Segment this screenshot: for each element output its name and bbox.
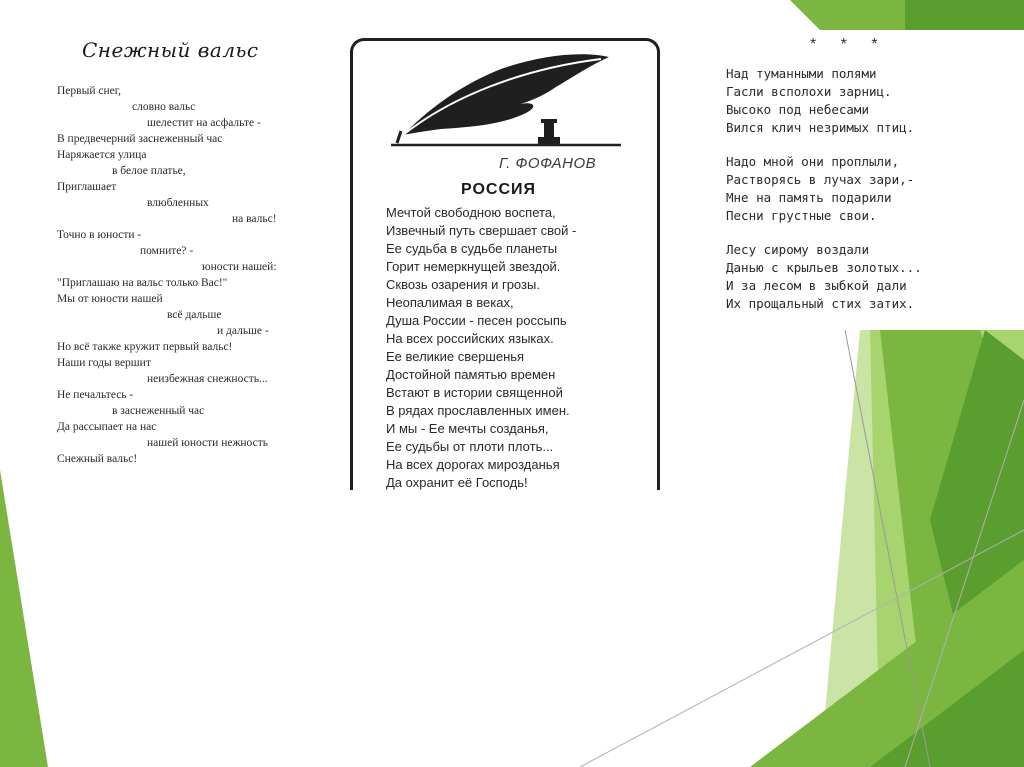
- poem3-line: Лесу сирому воздали: [726, 242, 869, 257]
- poem1-line: Наряжается улица: [57, 149, 147, 161]
- poem2-line: На всех российских языках.: [386, 331, 554, 346]
- quill-pen-icon: [391, 47, 621, 151]
- poem1-line: влюбленных: [147, 197, 209, 209]
- poem2-line: Ее великие свершенья: [386, 349, 525, 364]
- poem2-line: Ее судьба в судьбе планеты: [386, 241, 558, 256]
- poem2-line: Достойной памятью времен: [386, 367, 556, 382]
- poem2-line: Душа России - песен россыпь: [386, 313, 567, 328]
- left-green-strip: [0, 470, 48, 767]
- poem1-line: Наши годы вершит: [57, 357, 151, 369]
- poem1-line: и дальше -: [217, 325, 269, 337]
- poem2-line: На всех дорогах мирозданья: [386, 457, 560, 472]
- poem3-line: Над туманными полями: [726, 66, 877, 81]
- poem3-line: И за лесом в зыбкой дали: [726, 278, 907, 293]
- poem2-line: Горит немеркнущей звездой.: [386, 259, 561, 274]
- poem2-line: В рядах прославленных имен.: [386, 403, 570, 418]
- poem1-line: "Приглашаю на вальс только Вас!": [57, 277, 228, 289]
- poem-fields-scan: [710, 30, 1024, 326]
- poem-russia-scan: [350, 38, 660, 490]
- poem3-stars: * * *: [810, 36, 888, 53]
- poem1-line: Не печальтесь -: [57, 389, 134, 401]
- poem1-line: словно вальс: [132, 101, 196, 113]
- poem-snow-waltz-scan: [52, 30, 292, 480]
- poem2-title: РОССИЯ: [461, 181, 537, 198]
- poem3-line: Высоко под небесами: [726, 102, 869, 117]
- poem1-line: Но всё также кружит первый вальс!: [57, 341, 233, 353]
- poem2-author: Г. ФОФАНОВ: [499, 155, 597, 172]
- poem1-line: Первый снег,: [57, 85, 122, 97]
- poem3-line: Их прощальный стих затих.: [726, 296, 915, 311]
- poem1-line: Да рассыпает на нас: [57, 421, 157, 433]
- poem2-line: Извечный путь свершает свой -: [386, 223, 577, 238]
- poem2-line: И мы - Ее мечты созданья,: [386, 421, 549, 436]
- poem2-line: Сквозь озарения и грозы.: [386, 277, 540, 292]
- poem3-line: Вился клич незримых птиц.: [726, 120, 915, 135]
- poem3-line: Надо мной они проплыли,: [726, 154, 900, 169]
- poem1-line: в заснеженный час: [112, 405, 205, 417]
- poem1-line: на вальс!: [232, 213, 277, 225]
- poem3-line: Мне на память подарили: [726, 190, 892, 205]
- poem1-line: неизбежная снежность...: [147, 373, 268, 385]
- poem3-line: Песни грустные свои.: [726, 208, 877, 223]
- poem2-line: Ее судьбы от плоти плоть...: [386, 439, 554, 454]
- poem2-line: Встают в истории священной: [386, 385, 563, 400]
- poem1-line: Мы от юности нашей: [57, 293, 163, 305]
- poem1-line: В предвечерний заснеженный час: [57, 133, 223, 145]
- poem2-line: Мечтой свободною воспета,: [386, 205, 556, 220]
- poem1-line: Приглашает: [57, 181, 117, 193]
- poem2-line: Неопалимая в веках,: [386, 295, 514, 310]
- poem2-line: Да охранит её Господь!: [386, 475, 528, 490]
- poem1-line: юности нашей:: [202, 261, 277, 273]
- poem3-line: Данью с крыльев золотых...: [726, 260, 922, 275]
- poem1-line: Снежный вальс!: [57, 453, 138, 465]
- poem1-line: нашей юности нежность: [147, 437, 268, 449]
- poem1-line: помните? -: [140, 245, 194, 257]
- poem1-line: всё дальше: [167, 309, 222, 321]
- poem1-title: Снежный вальс: [82, 38, 259, 62]
- poem1-line: Точно в юности -: [57, 229, 142, 241]
- poem3-line: Растворясь в лучах зари,-: [726, 172, 915, 187]
- poem1-line: в белое платье,: [112, 165, 186, 177]
- poem3-line: Гасли всполохи зарниц.: [726, 84, 892, 99]
- poem1-line: шелестит на асфальте -: [147, 117, 261, 129]
